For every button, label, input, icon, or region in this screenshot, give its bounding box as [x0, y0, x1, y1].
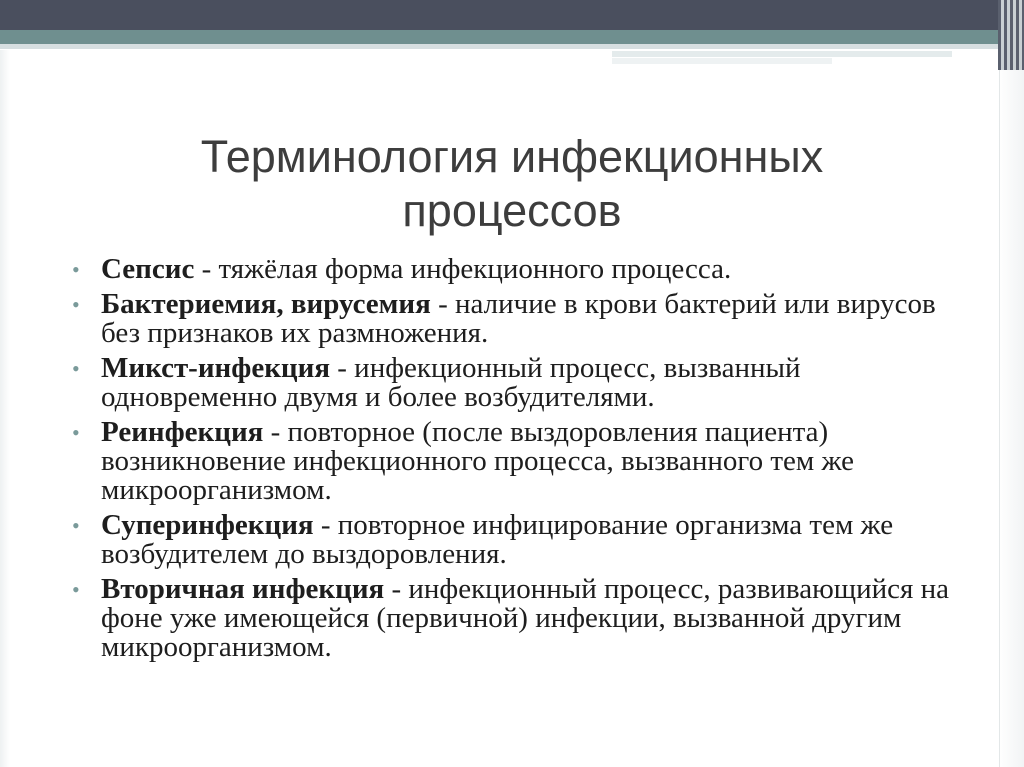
definition: - инфекционный процесс, вызванный одновременно двумя и более возбудителями.: [101, 352, 801, 413]
corner-stripes-decoration: [998, 0, 1024, 70]
bullet-icon: •: [72, 257, 80, 282]
term: Реинфекция: [101, 416, 264, 448]
right-edge-shadow: [998, 70, 1024, 767]
term: Сепсис: [101, 253, 195, 285]
term: Вторичная инфекция: [101, 573, 385, 605]
definition: - инфекционный процесс, развивающийся на фоне уже имеющейся (первичной) инфекции, вызванной другим микроорганизмом.: [101, 573, 949, 663]
list-item: [72, 255, 972, 284]
definition: - тяжёлая форма инфекционного процесса.: [194, 253, 732, 285]
slide-title: Терминология инфекционных процессов: [200, 131, 824, 236]
header-bar-teal: [0, 30, 1000, 44]
header-bar-light: [0, 44, 1000, 49]
right-edge-line: [999, 70, 1000, 767]
list-item: [72, 354, 972, 412]
definition-list: [72, 255, 972, 668]
term: Микст-инфекция: [101, 352, 331, 384]
list-item: [72, 511, 972, 569]
header-inset-bar: [612, 51, 952, 57]
header-inset-bar-short: [612, 58, 832, 64]
left-edge-shadow: [0, 50, 10, 767]
bullet-icon: •: [72, 292, 80, 317]
bullet-icon: •: [72, 420, 80, 445]
bullet-icon: •: [72, 356, 80, 381]
list-item: [72, 290, 972, 348]
bullet-icon: •: [72, 577, 80, 602]
header-bar-dark: [0, 0, 1000, 30]
term: Бактериемия, вирусемия: [101, 288, 431, 320]
definition: - наличие в крови бактерий или вирусов без признаков их размножения.: [101, 288, 936, 349]
list-item: [72, 575, 972, 662]
term: Суперинфекция: [101, 509, 314, 541]
bullet-icon: •: [72, 513, 80, 538]
list-item: [72, 418, 972, 505]
definition: - повторное (после выздоровления пациента) возникновение инфекционного процесса, вызванного тем же микроорганизмом.: [101, 416, 854, 506]
definition: - повторное инфицирование организма тем же возбудителем до выздоровления.: [101, 509, 894, 570]
